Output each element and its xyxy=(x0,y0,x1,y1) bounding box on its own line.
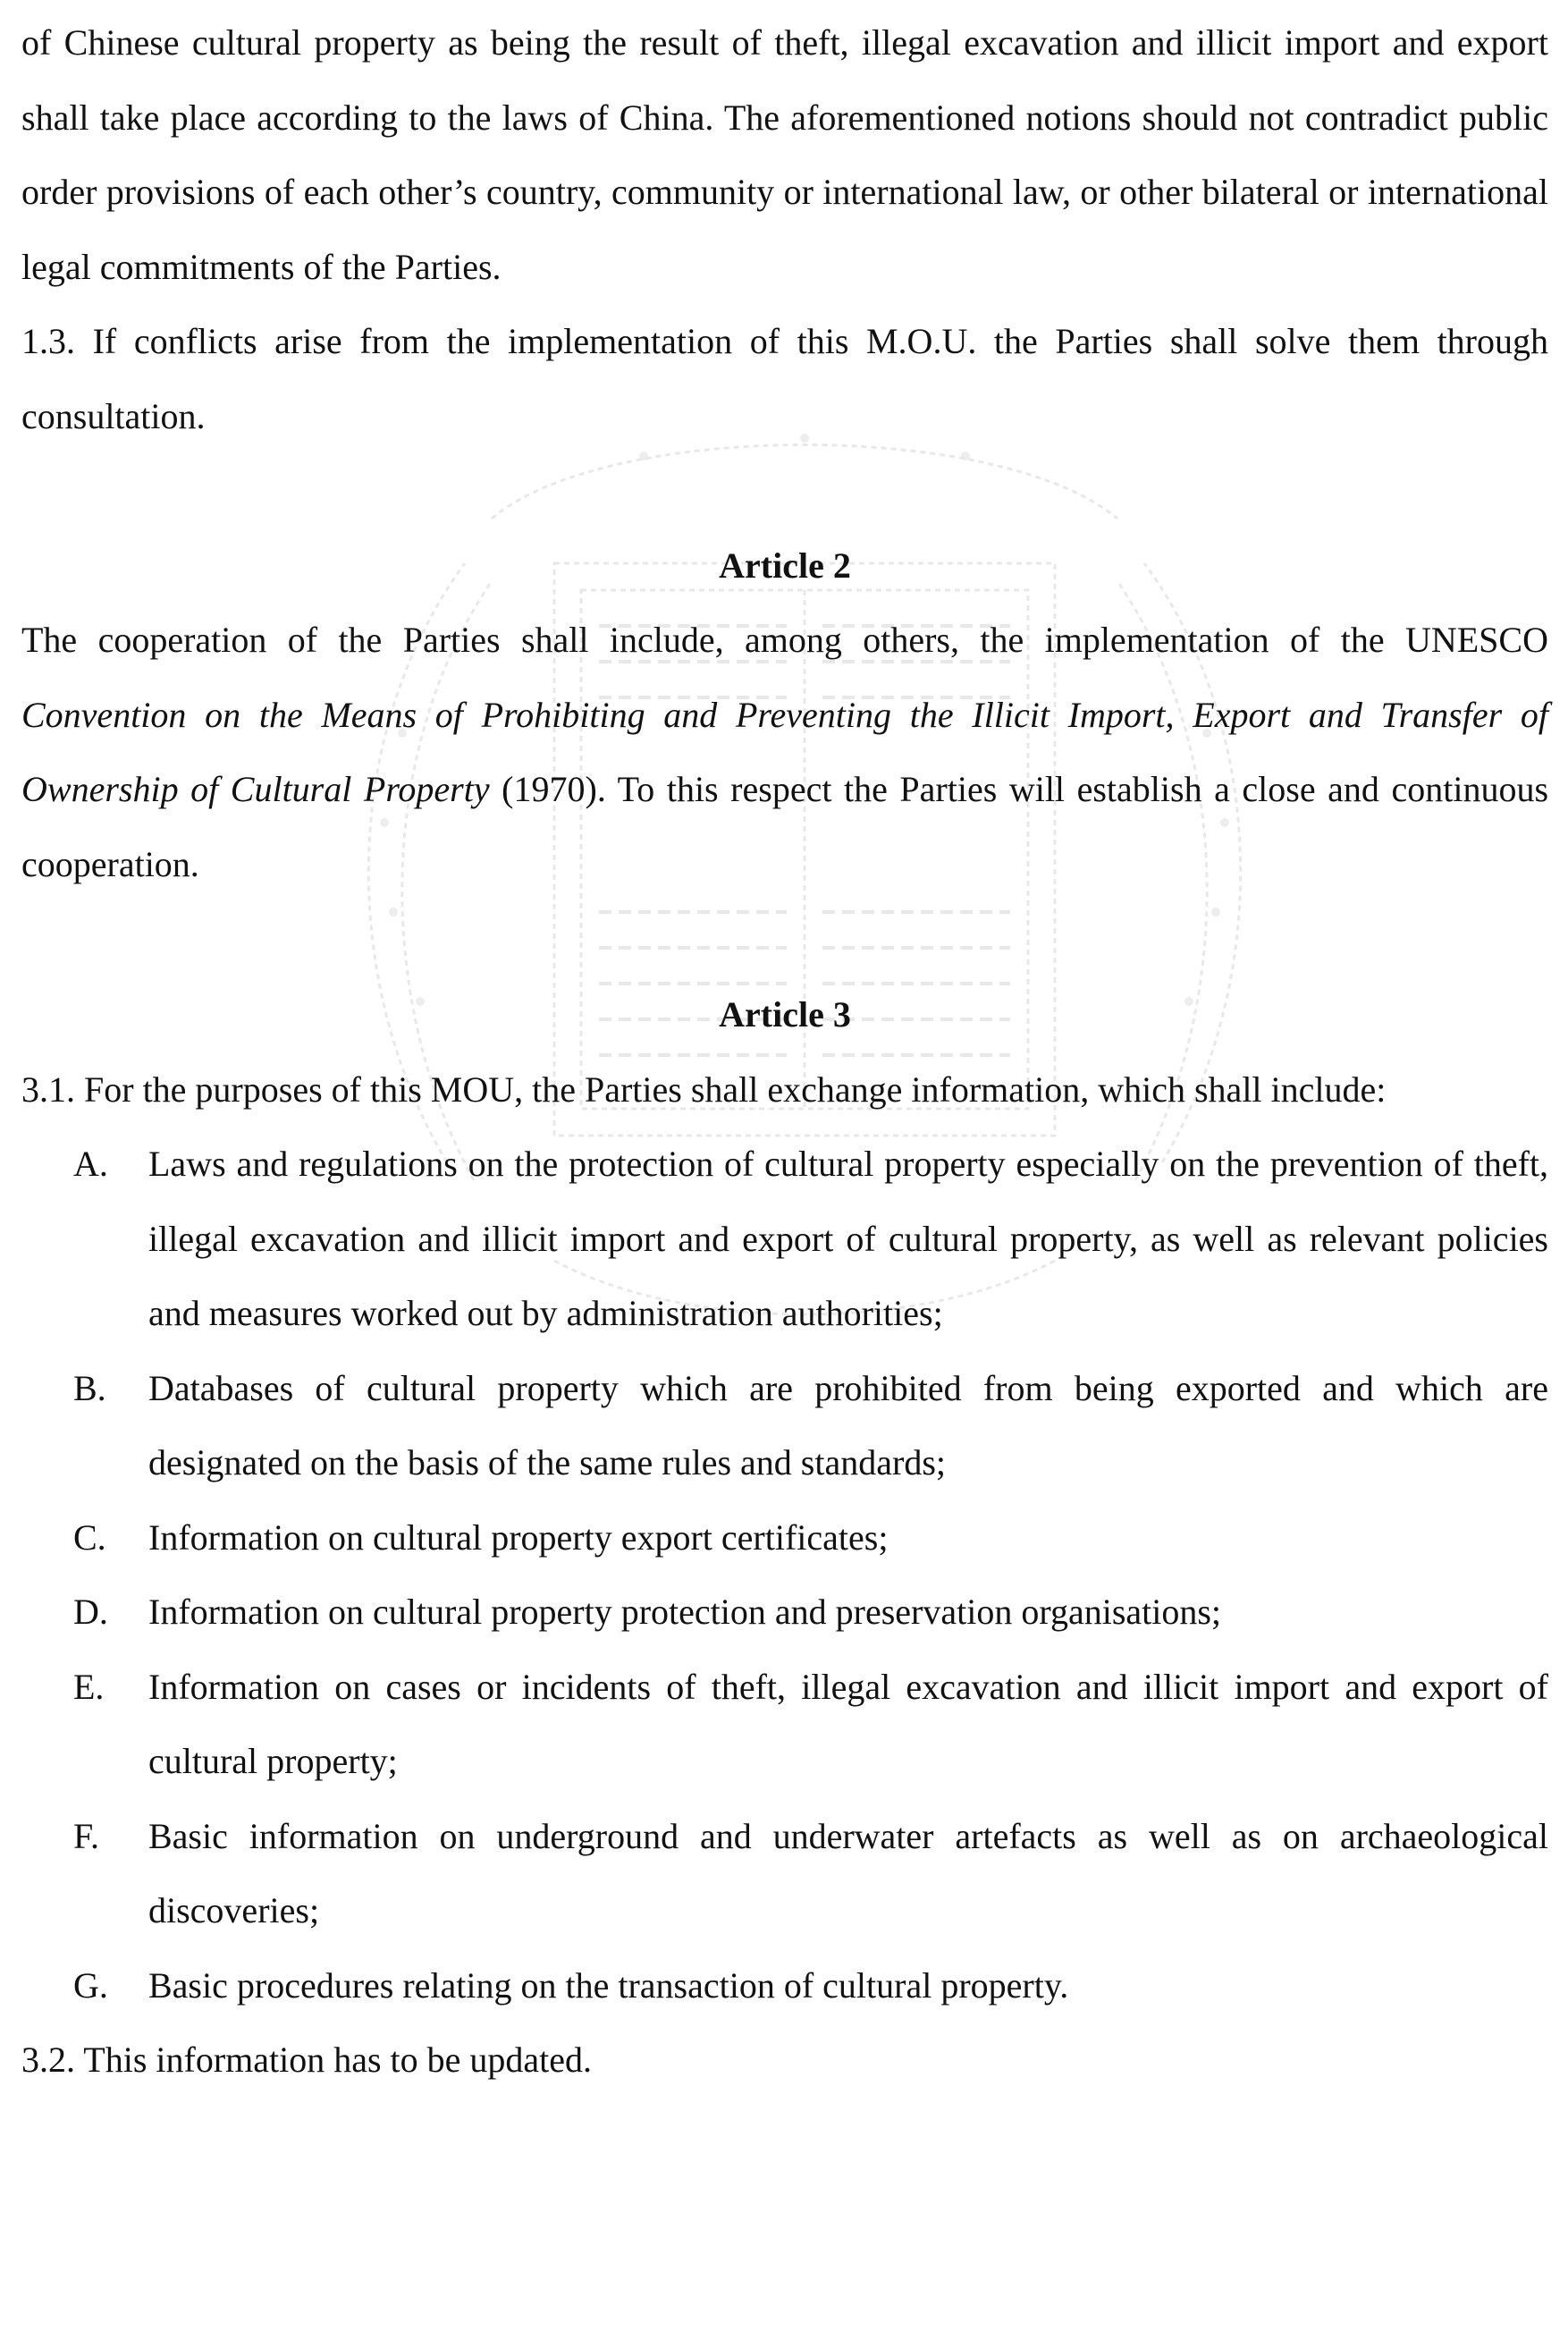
article-2-text-after: (1970). To this respect the Parties will establish a close and continuous cooperation. xyxy=(21,769,1549,884)
list-item xyxy=(21,1127,1548,1351)
list-item xyxy=(21,1351,1548,1500)
list-marker: E. xyxy=(73,1666,105,1707)
list-item xyxy=(21,1948,1548,2023)
section-gap xyxy=(21,453,1548,528)
list-marker: B. xyxy=(73,1367,106,1408)
information-list xyxy=(21,1127,1548,2023)
article-2-text-before: The cooperation of the Parties shall include, among others, the implementation of the UNESCO xyxy=(21,620,1548,660)
document-body xyxy=(21,5,1548,2098)
list-item-text: Laws and regulations on the protection of cultural property especially on the prevention of theft, illegal excavation and illicit import and export of cultural property, as well as relevant policies and measures worked out by administration authorities; xyxy=(148,1144,1548,1333)
list-item xyxy=(21,1799,1548,1948)
list-marker: A. xyxy=(73,1144,108,1184)
convention-title: Convention on the Means of Prohibiting and Preventing the Illicit Import, Export and Transfer of Ownership of Cultural Property xyxy=(21,694,1548,809)
clause-3-1: 3.1. For the purposes of this MOU, the Parties shall exchange information, which shall include: xyxy=(21,1068,1387,1110)
list-item-text: Information on cases or incidents of theft, illegal excavation and illicit import and export of cultural property; xyxy=(148,1666,1548,1781)
list-item xyxy=(21,1575,1548,1650)
article-2-paragraph xyxy=(21,603,1548,901)
intro-paragraph: of Chinese cultural property as being the result of theft, illegal excavation and illicit import and export shall take place according to the laws of China. The aforementioned notions should not contradict public order provisions of each other’s country, community or international law, or other bilateral or international legal commitments of the Parties. xyxy=(21,22,1548,287)
article-3-heading: Article 3 xyxy=(719,994,851,1035)
clause-1-3: 1.3. If conflicts arise from the implementation of this M.O.U. the Parties shall solve them through consultation. xyxy=(21,321,1548,436)
article-2-heading: Article 2 xyxy=(719,545,851,586)
list-marker: F. xyxy=(73,1815,100,1856)
list-item-text: Information on cultural property export certificates; xyxy=(148,1516,889,1558)
list-marker: G. xyxy=(73,1964,108,2006)
clause-3-2: 3.2. This information has to be updated. xyxy=(21,2040,593,2080)
list-item-text: Basic procedures relating on the transaction of cultural property. xyxy=(148,1964,1069,2006)
list-marker: D. xyxy=(73,1592,108,1632)
list-item xyxy=(21,1650,1548,1799)
list-marker: C. xyxy=(73,1516,106,1558)
list-item-text: Information on cultural property protection and preservation organisations; xyxy=(148,1592,1222,1632)
list-item xyxy=(21,1500,1548,1575)
section-gap xyxy=(21,901,1548,977)
list-item-text: Databases of cultural property which are prohibited from being exported and which are designated on the basis of the same rules and standards; xyxy=(148,1367,1548,1482)
list-item-text: Basic information on underground and underwater artefacts as well as on archaeological discoveries; xyxy=(148,1815,1548,1930)
